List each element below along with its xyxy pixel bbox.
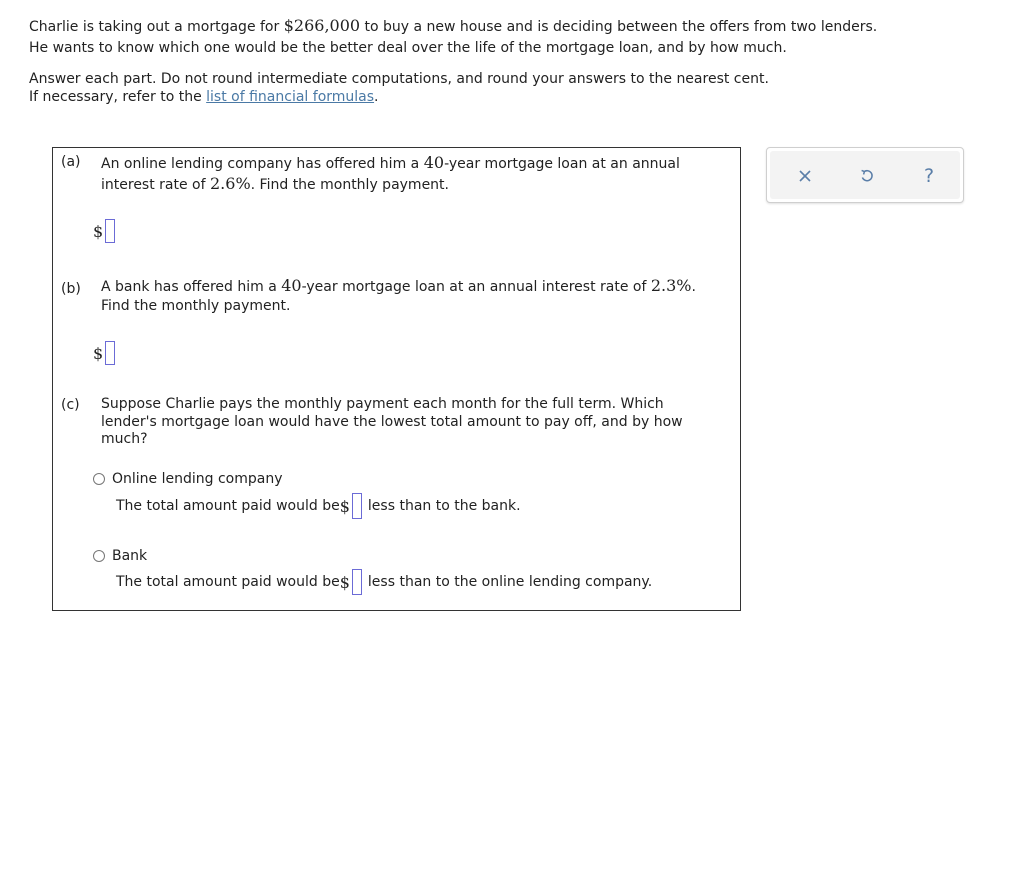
toolbar-background: [770, 151, 960, 199]
instructions: [29, 70, 989, 106]
part-c-text: Suppose Charlie pays the monthly payment each month for the full term. Which lender's mortgage loan would have the lowest total amount to pay off, and by how much?: [101, 396, 683, 447]
bank-label: Bank: [112, 548, 148, 564]
part-b-text: A bank has offered him a 40-year mortgage loan at an annual interest rate of 2.3%. Find the monthly payment.: [101, 276, 696, 314]
part-a-currency: $: [93, 221, 104, 241]
option-online-lending-company[interactable]: [93, 471, 283, 487]
question-icon: ?: [923, 165, 935, 187]
online-lending-label: Online lending company: [112, 471, 283, 487]
intro-line-2: He wants to know which one would be the better deal over the life of the mortgage loan, and by how much.: [29, 40, 787, 56]
part-b-currency: $: [93, 343, 104, 363]
online-lending-radio[interactable]: [93, 473, 105, 485]
undo-button[interactable]: [856, 165, 878, 187]
intro-line-1: Charlie is taking out a mortgage for $266,000 to buy a new house and is deciding between the offers from two lenders.: [29, 16, 878, 35]
part-b-monthly-payment-input[interactable]: [105, 341, 115, 365]
answer-toolbar: [766, 147, 964, 203]
part-a-monthly-payment-input[interactable]: [105, 219, 115, 243]
part-a-answer-row: [93, 219, 115, 243]
part-a-label: (a): [61, 154, 81, 170]
instructions-line-1: Answer each part. Do not round intermediate computations, and round your answers to the nearest cent.: [29, 71, 769, 87]
bank-savings-input[interactable]: [352, 569, 362, 595]
bank-radio[interactable]: [93, 550, 105, 562]
problem-intro: [29, 15, 989, 59]
help-button[interactable]: [918, 165, 940, 187]
question-box: [52, 147, 741, 611]
bank-sentence: The total amount paid would be $ less than to the online lending company.: [116, 569, 652, 595]
option-bank[interactable]: [93, 548, 147, 564]
x-icon: [798, 169, 812, 183]
online-lending-sentence: The total amount paid would be $ less than to the bank.: [116, 493, 521, 519]
part-a-text: An online lending company has offered him a 40-year mortgage loan at an annual interest rate of 2.6%. Find the monthly payment.: [101, 153, 680, 193]
part-c-label: (c): [61, 397, 80, 413]
loan-amount: $266,000: [283, 16, 361, 35]
part-b-answer-row: [93, 341, 115, 365]
financial-formulas-link[interactable]: list of financial formulas: [206, 89, 375, 105]
instructions-line-2: If necessary, refer to the list of financial formulas.: [29, 89, 379, 105]
clear-button[interactable]: [794, 165, 816, 187]
undo-icon: [859, 168, 875, 184]
online-lending-savings-input[interactable]: [352, 493, 362, 519]
part-b-label: (b): [61, 281, 81, 297]
